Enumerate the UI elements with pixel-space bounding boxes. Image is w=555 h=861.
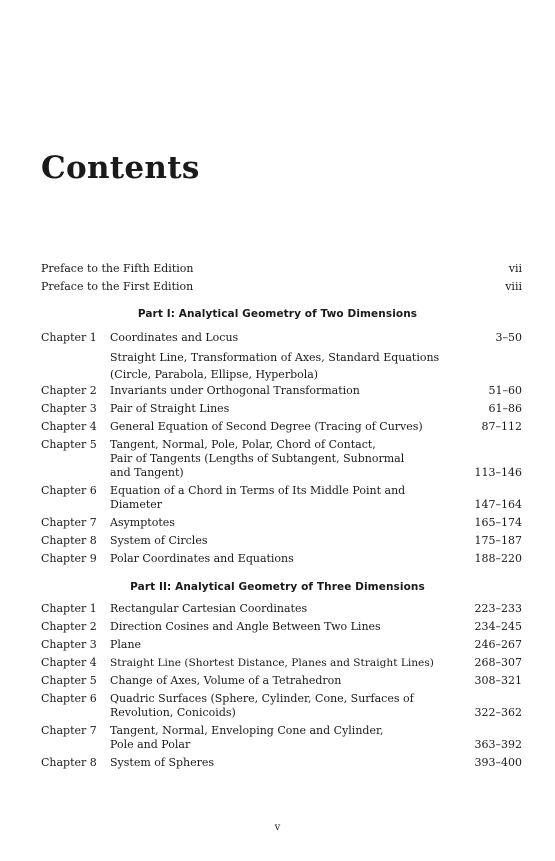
chapter-number: Chapter 4 (41, 420, 97, 433)
chapter-title: Change of Axes, Volume of a Tetrahedron (110, 674, 342, 687)
chapter-title: Coordinates and Locus (110, 331, 239, 344)
chapter-pages: 51–60 (488, 384, 522, 397)
chapter-pages: 87–112 (481, 420, 522, 433)
preface-label: Preface to the First Edition (41, 280, 194, 293)
chapter-number: Chapter 8 (41, 534, 97, 547)
chapter-pages: 113–146 (474, 466, 522, 479)
preface-fifth-edition (41, 262, 522, 278)
page-title: Contents (41, 150, 200, 186)
chapter-number: Chapter 6 (41, 692, 97, 705)
chapter-title: Invariants under Orthogonal Transformation (110, 384, 360, 397)
chapter-title: Straight Line, Transformation of Axes, Standard Equations (Circle, Parabola, Ellipse, Hyperbola) (110, 351, 440, 381)
part-2-heading: Part II: Analytical Geometry of Three Dimensions (130, 581, 425, 593)
preface-label: Preface to the Fifth Edition (41, 262, 194, 275)
chapter-pages: 188–220 (474, 552, 522, 565)
chapter-number: Chapter 7 (41, 516, 97, 529)
chapter-pages: 308–321 (474, 674, 522, 687)
chapter-number: Chapter 2 (41, 384, 97, 397)
chapter-pages: 223–233 (474, 602, 522, 615)
chapter-number: Chapter 3 (41, 402, 97, 415)
chapter-pages: 234–245 (474, 620, 522, 633)
chapter-title: Direction Cosines and Angle Between Two Lines (110, 620, 381, 633)
chapter-title: Equation of a Chord in Terms of Its Middle Point and Diameter (110, 484, 406, 511)
chapter-number: Chapter 4 (41, 656, 97, 669)
chapter-title: Quadric Surfaces (Sphere, Cylinder, Cone, Surfaces of Revolution, Conicoids) (110, 692, 414, 719)
chapter-title: Pair of Straight Lines (110, 402, 230, 415)
preface-pages: vii (508, 262, 522, 275)
chapter-pages: 3–50 (495, 331, 522, 344)
chapter-pages: 268–307 (474, 656, 522, 669)
chapter-title: Polar Coordinates and Equations (110, 552, 294, 565)
chapter-number: Chapter 8 (41, 756, 97, 769)
chapter-number: Chapter 5 (41, 674, 97, 687)
page-number: v (274, 822, 281, 833)
chapter-pages: 61–86 (488, 402, 522, 415)
chapter-number: Chapter 5 (41, 438, 97, 451)
chapter-number: Chapter 1 (41, 602, 97, 615)
chapter-number: Chapter 7 (41, 724, 97, 737)
chapter-pages: 165–174 (474, 516, 522, 529)
chapter-title: General Equation of Second Degree (Tracing of Curves) (110, 420, 423, 433)
chapter-title: System of Spheres (110, 756, 215, 769)
chapter-pages: 393–400 (474, 756, 522, 769)
chapter-title: Plane (110, 638, 142, 651)
chapter-pages: 175–187 (474, 534, 522, 547)
chapter-number: Chapter 9 (41, 552, 97, 565)
chapter-title: Rectangular Cartesian Coordinates (110, 602, 308, 615)
chapter-title: Tangent, Normal, Enveloping Cone and Cylinder, Pole and Polar (110, 724, 384, 751)
chapter-number: Chapter 6 (41, 484, 97, 497)
chapter-title: Straight Line (Shortest Distance, Planes and Straight Lines) (110, 657, 434, 669)
chapter-pages: 363–392 (474, 738, 522, 751)
chapter-pages: 246–267 (474, 638, 522, 651)
chapter-title: Asymptotes (110, 516, 175, 529)
chapter-title: Tangent, Normal, Pole, Polar, Chord of Contact, Pair of Tangents (Lengths of Subtangent, Subnormal and Tangent) (110, 438, 405, 479)
chapter-pages: 322–362 (474, 706, 522, 719)
chapter-pages: 147–164 (474, 498, 522, 511)
chapter-number: Chapter 3 (41, 638, 97, 651)
chapter-number: Chapter 1 (41, 331, 97, 344)
chapter-number: Chapter 2 (41, 620, 97, 633)
preface-first-edition (41, 280, 522, 296)
part-1-heading: Part I: Analytical Geometry of Two Dimensions (137, 308, 418, 320)
chapter-title: System of Circles (110, 534, 208, 547)
preface-pages: viii (505, 280, 522, 293)
